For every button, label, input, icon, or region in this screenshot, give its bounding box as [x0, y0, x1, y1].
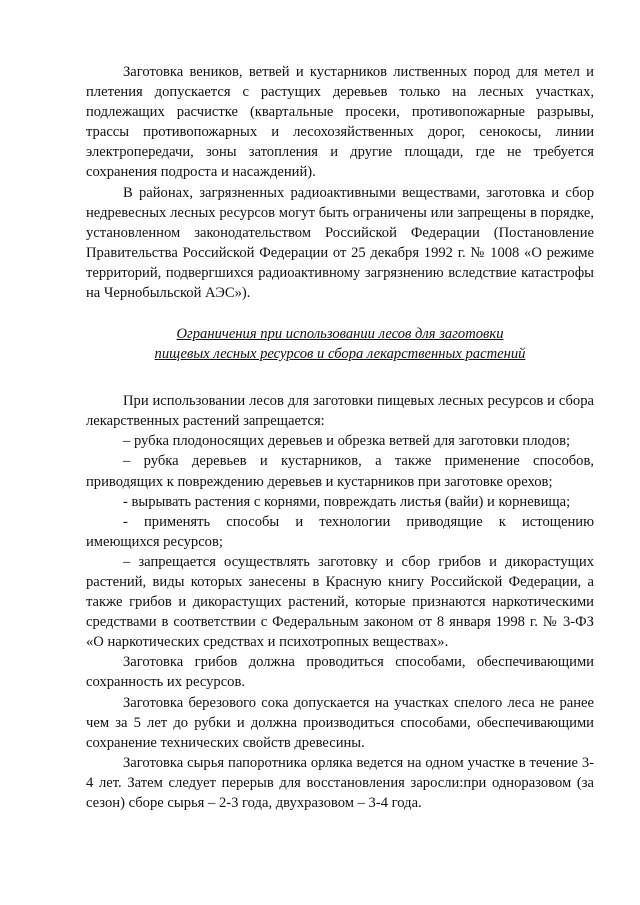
list-item-red-book-species: – запрещается осуществлять заготовку и сбор грибов и дикорастущих растений, виды которых занесены в Красную книгу Российской Федерации, а также грибов и дикорастущих растений, которые признаются наркотическими средствами в соответствии с Федеральным законом от 8 января 1998 г. № 3-ФЗ «О наркотических средствах и психотропных веществах». [86, 553, 594, 651]
paragraph-mushrooms: Заготовка грибов должна проводиться способами, обеспечивающими сохранность их ресурсов. [86, 654, 594, 691]
section-heading [86, 325, 594, 364]
list-item-fruit-trees: – рубка плодоносящих деревьев и обрезка ветвей для заготовки плодов; [123, 433, 571, 450]
list-item-depleting-methods-continuation: имеющихся ресурсов; [86, 533, 223, 550]
paragraph-brooms-harvesting: Заготовка веников, ветвей и кустарников лиственных пород для метел и плетения допускается с растущих деревьев только на лесных участках, подлежащих расчистке (квартальные просеки, противопожарные разрывы, трассы противопожарных и лесохозяйственных дорог, сенокосы, линии электропередачи, зоны затопления и другие площади, где не требуется сохранения подроста и насаждений). [86, 64, 594, 181]
list-item-depleting-methods: - применять способы и технологии приводящие к истощению [123, 513, 594, 530]
section-heading-line-1: Ограничения при использовании лесов для заготовки [176, 326, 504, 343]
paragraph-radioactive-areas: В районах, загрязненных радиоактивными веществами, заготовка и сбор недревесных лесных ресурсов могут быть ограничены или запрещены в порядке, установленном законодательством Российской Федерации (Постановление Правительства Российской Федерации от 25 декабря 1992 г. № 1008 «О режиме территорий, подвергшихся радиоактивному загрязнению вследствие катастрофы на Чернобыльской АЭС»). [86, 184, 594, 302]
list-item-nut-harvesting: – рубка деревьев и кустарников, а также применение способов, приводящих к повреждению деревьев и кустарников при заготовке орехов; [86, 453, 594, 490]
section-heading-line-2: пищевых лесных ресурсов и сбора лекарственных растений [154, 345, 526, 362]
document-page [86, 62, 594, 813]
paragraph-bracken-fern: Заготовка сырья папоротника орляка ведется на одном участке в течение 3-4 лет. Затем следует перерыв для восстановления заросли:при одноразовом (за сезон) сборе сырья – 2-3 года, двухразовом – 3-4 года. [86, 754, 594, 811]
list-item-uprooting: - вырывать растения с корнями, повреждать листья (вайи) и корневища; [123, 493, 571, 510]
paragraph-prohibitions-intro: При использовании лесов для заготовки пищевых лесных ресурсов и сбора лекарственных растений запрещается: [86, 393, 594, 430]
paragraph-birch-sap: Заготовка березового сока допускается на участках спелого леса не ранее чем за 5 лет до рубки и должна производиться способами, обеспечивающими сохранение технических свойств древесины. [86, 694, 594, 751]
